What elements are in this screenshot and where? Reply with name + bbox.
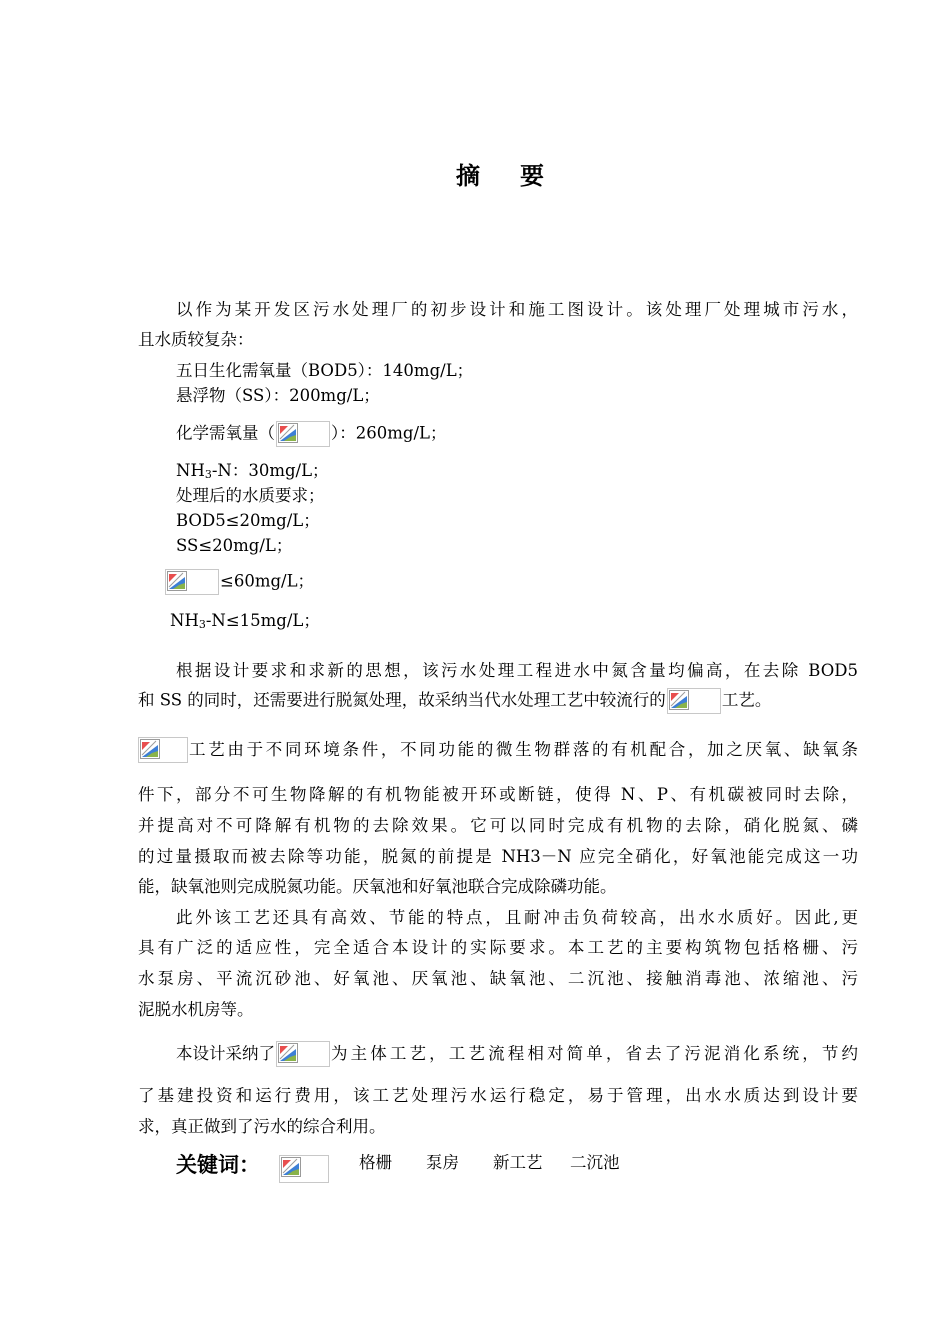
effluent-bod5: BOD5≤20mg/L； [176,511,320,530]
intro-line-2: 且水质较复杂： [138,330,254,349]
para2-line-5: 并提高对不可降解有机物的去除效果。它可以同时完成有机物的去除，硝化脱氮、磷 [138,816,858,835]
intro-line-1: 以作为某开发区污水处理厂的初步设计和施工图设计。该处理厂处理城市污水， [176,300,858,319]
effluent-nh3: $NH_3-N\le 15mg/L$； [170,611,320,631]
process-image-placeholder [276,1041,330,1067]
keyword-item: 泵房 [426,1153,459,1172]
broken-image-icon [140,739,160,759]
para3-line-3: 水泵房、平流沉砂池、好氧池、厌氧池、缺氧池、二沉池、接触消毒池、浓缩池、污 [138,969,858,988]
keyword-item: 新工艺 [493,1153,543,1172]
effluent-ss: SS≤20mg/L； [176,536,293,555]
para3-line-4: 泥脱水机房等。 [138,1000,254,1019]
para2-line-6: 的过量摄取而被去除等功能，脱氮的前提是 NH3－N 应完全硝化，好氧池能完成这一功 [138,847,858,866]
para2-line-2: 和 SS 的同时，还需要进行脱氮处理，故采纳当代水处理工艺中较流行的 工艺。 [138,688,771,714]
keyword-item: 二沉池 [570,1153,620,1172]
cod-image-placeholder [165,569,219,595]
effluent-cod: ≤60mg/L； [164,569,314,595]
para2-line-7: 能，缺氧池则完成脱氮功能。厌氧池和好氧池联合完成除磷功能。 [138,877,617,896]
keyword-image-placeholder [279,1155,329,1183]
para2-line-1: 根据设计要求和求新的思想，该污水处理工程进水中氮含量均偏高，在去除 BOD5 [176,661,858,680]
cod-image-placeholder [276,421,330,447]
para2-line-3: 工艺由于不同环境条件，不同功能的微生物群落的有机配合，加之厌氧、缺氧条 [138,737,858,763]
page-title: 摘 要 [456,162,544,190]
broken-image-icon [669,690,689,710]
broken-image-icon [278,423,298,443]
keywords-label: 关键词： [176,1153,260,1177]
process-image-placeholder [667,688,721,714]
para4-line-3: 求，真正做到了污水的综合利用。 [138,1117,386,1136]
para4-line-1: 本设计采纳了 为主体工艺，工艺流程相对简单，省去了污泥消化系统，节约 [176,1041,858,1067]
influent-bod5: 五日生化需氧量（BOD5）：140mg/L； [176,361,474,380]
para4-line-2: 了基建投资和运行费用，该工艺处理污水运行稳定，易于管理，出水水质达到设计要 [138,1086,858,1105]
influent-ss: 悬浮物（SS）：200mg/L； [176,386,380,405]
process-image-placeholder [138,737,188,763]
keyword-item: 格栅 [359,1153,392,1172]
broken-image-icon [167,571,187,591]
effluent-heading: 处理后的水质要求； [176,486,325,505]
influent-nh3: $NH_3-N$：30mg/L； [176,461,329,481]
para2-line-4: 件下，部分不可生物降解的有机物能被开环或断链，使得 N、P、有机碳被同时去除， [138,785,858,804]
influent-cod: 化学需氧量（ ）：260mg/L； [176,421,446,447]
para3-line-1: 此外该工艺还具有高效、节能的特点，且耐冲击负荷较高，出水水质好。因此,更 [176,908,858,927]
broken-image-icon [278,1043,298,1063]
para3-line-2: 具有广泛的适应性，完全适合本设计的实际要求。本工艺的主要构筑物包括格栅、污 [138,938,858,957]
broken-image-icon [281,1157,301,1177]
